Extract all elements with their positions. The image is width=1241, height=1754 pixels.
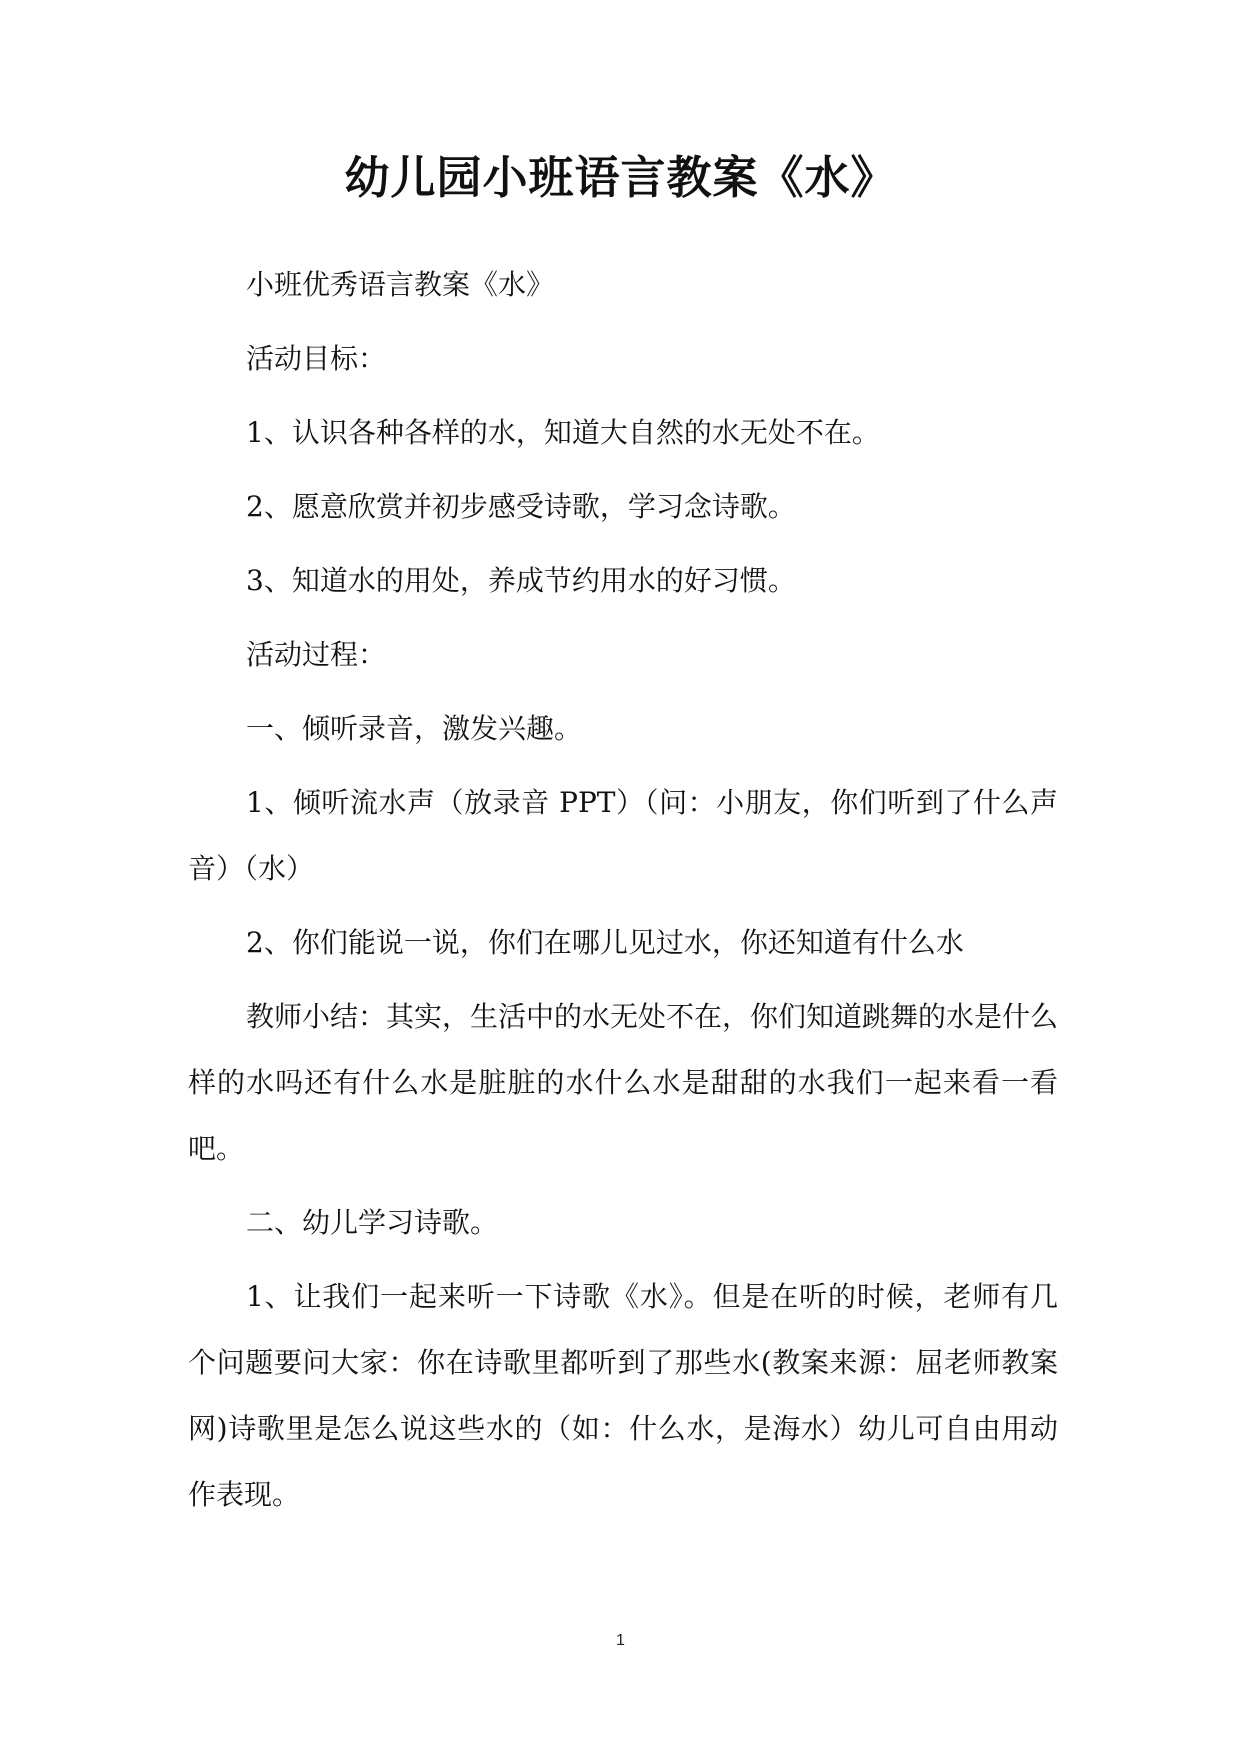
paragraph: 1、认识各种各样的水，知道大自然的水无处不在。 xyxy=(246,416,880,449)
paragraph: 活动目标： xyxy=(246,342,387,375)
paragraph: 1、让我们一起来听一下诗歌《水》。但是在听的时候，老师有几个问题要问大家：你在诗歌里都听到了那些水(教案来源：屈老师教案网)诗歌里是怎么说这些水的（如：什么水，是海水）幼儿可自由用动作表现。 xyxy=(188,1280,1058,1511)
paragraph: 小班优秀语言教案《水》 xyxy=(246,268,555,301)
paragraph: 活动过程： xyxy=(246,638,387,671)
paragraph: 二、幼儿学习诗歌。 xyxy=(246,1206,499,1239)
paragraph: 2、愿意欣赏并初步感受诗歌，学习念诗歌。 xyxy=(246,490,796,523)
document-body xyxy=(188,252,1058,1536)
document-title: 幼儿园小班语言教案《水》 xyxy=(344,151,897,204)
page-number: 1 xyxy=(616,1632,625,1649)
paragraph: 一、倾听录音，激发兴趣。 xyxy=(246,712,583,745)
paragraph: 1、倾听流水声（放录音 PPT）（问：小朋友，你们听到了什么声音）（水） xyxy=(188,786,1058,885)
paragraph: 2、你们能说一说，你们在哪儿见过水，你还知道有什么水 xyxy=(246,926,964,959)
paragraph: 3、知道水的用处，养成节约用水的好习惯。 xyxy=(246,564,796,597)
paragraph: 教师小结：其实，生活中的水无处不在，你们知道跳舞的水是什么样的水吗还有什么水是脏脏的水什么水是甜甜的水我们一起来看一看吧。 xyxy=(188,1000,1059,1165)
